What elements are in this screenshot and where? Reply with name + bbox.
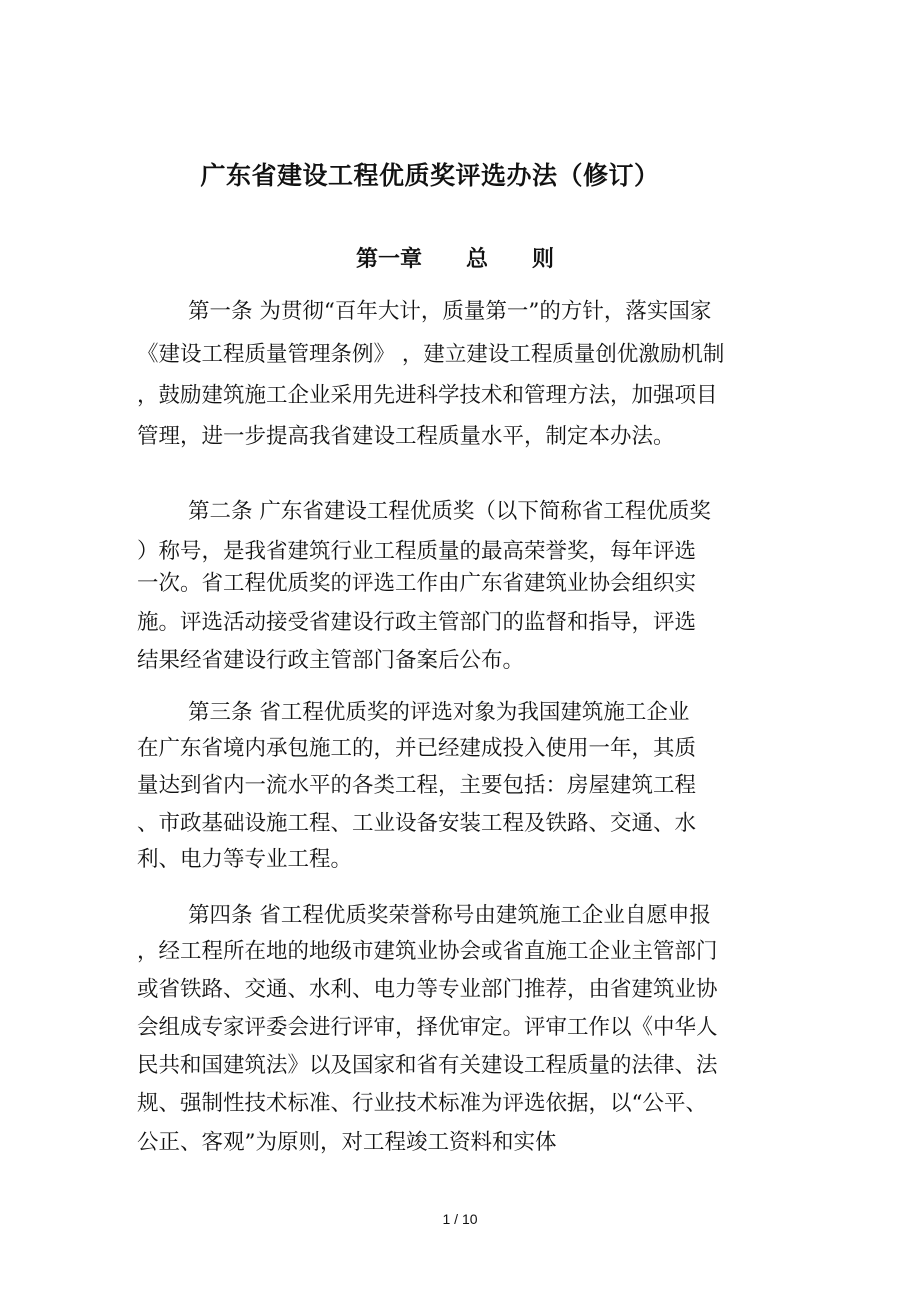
article-1-line-3: ，鼓励建筑施工企业采用先进科学技术和管理方法，加强项目 bbox=[137, 383, 718, 408]
article-4-line-7: 公正、客观”为原则，对工程竣工资料和实体 bbox=[137, 1130, 557, 1155]
article-3-line-5: 利、电力等专业工程。 bbox=[137, 847, 353, 872]
article-1-line-4: 管理，进一步提高我省建设工程质量水平，制定本办法。 bbox=[137, 424, 675, 449]
article-3-line-3: 量达到省内一流水平的各类工程，主要包括：房屋建筑工程 bbox=[137, 773, 697, 798]
article-3-line-2: 在广东省境内承包施工的，并已经建成投入使用一年，其质 bbox=[137, 736, 697, 761]
chapter-heading: 第一章 总 则 bbox=[356, 246, 555, 272]
article-2-line-2: ）称号，是我省建筑行业工程质量的最高荣誉奖，每年评选 bbox=[137, 539, 697, 564]
article-4-line-5: 民共和国建筑法》以及国家和省有关建设工程质量的法律、法 bbox=[137, 1053, 718, 1078]
article-2-line-4: 施。评选活动接受省建设行政主管部门的监督和指导，评选 bbox=[137, 610, 697, 635]
article-4-line-1: 第四条 省工程优质奖荣誉称号由建筑施工企业自愿申报 bbox=[188, 903, 711, 928]
article-4-line-3: 或省铁路、交通、水利、电力等专业部门推荐，由省建筑业协 bbox=[137, 977, 718, 1002]
article-3-line-4: 、市政基础设施工程、工业设备安装工程及铁路、交通、水 bbox=[137, 811, 697, 836]
article-4-line-4: 会组成专家评委会进行评审，择优审定。评审工作以《中华人 bbox=[137, 1015, 718, 1040]
article-2-line-3: 一次。省工程优质奖的评选工作由广东省建筑业协会组织实 bbox=[137, 571, 697, 596]
article-1-line-1: 第一条 为贯彻“百年大计，质量第一”的方针，落实国家 bbox=[188, 299, 712, 324]
article-2-line-5: 结果经省建设行政主管部门备案后公布。 bbox=[137, 648, 525, 673]
page-number: 1 / 10 bbox=[442, 1211, 478, 1227]
article-1-line-2: 《建设工程质量管理条例》 ，建立建设工程质量创优激励机制 bbox=[137, 342, 725, 367]
article-4-line-2: ，经工程所在地的地级市建筑业协会或省直施工企业主管部门 bbox=[137, 939, 718, 964]
article-2-line-1: 第二条 广东省建设工程优质奖（以下简称省工程优质奖 bbox=[188, 499, 711, 524]
article-4-line-6: 规、强制性技术标准、行业技术标准为评选依据，以“公平、 bbox=[137, 1091, 707, 1116]
document-title: 广东省建设工程优质奖评选办法（修订） bbox=[200, 161, 660, 190]
article-3-line-1: 第三条 省工程优质奖的评选对象为我国建筑施工企业 bbox=[188, 700, 690, 725]
